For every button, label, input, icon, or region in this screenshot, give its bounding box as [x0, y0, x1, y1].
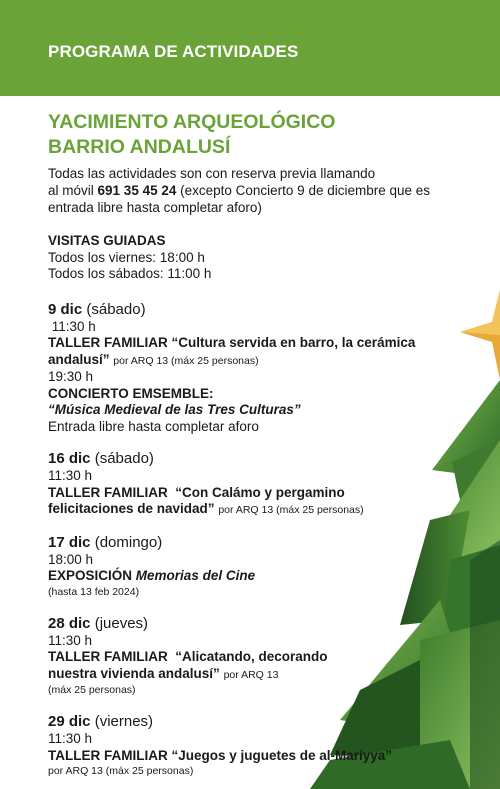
- event-workshop: [48, 649, 458, 666]
- workshop-by: por ARQ 13 (máx 25 personas): [113, 354, 259, 367]
- intro-post: (excepto Concierto 9 de diciembre que es: [180, 183, 431, 198]
- concert-label: CONCIERTO EMSEMBLE:: [48, 385, 214, 401]
- event-workshop: [48, 748, 458, 765]
- event-time: 18:00 h: [48, 551, 94, 567]
- intro-text: [48, 165, 458, 216]
- event-17-dic: [48, 533, 458, 600]
- site-title-line2: BARRIO ANDALUSÍ: [48, 136, 231, 158]
- intro-pre: al móvil: [48, 183, 94, 198]
- event-exhibition: [48, 568, 458, 585]
- event-workshop-line2: [48, 501, 458, 519]
- workshop-title-b: andalusí”: [48, 351, 110, 367]
- event-16-dic: [48, 449, 458, 519]
- intro-line2: [48, 182, 458, 199]
- concert-note: Entrada libre hasta completar aforo: [48, 418, 259, 434]
- workshop-title-a: “Con Calámo y pergamino: [167, 484, 345, 500]
- phone-number: 691 35 45 24: [97, 183, 177, 198]
- event-workshop-line2: [48, 352, 458, 370]
- event-29-dic: [48, 712, 458, 779]
- event-date: [48, 533, 458, 552]
- event-day: 16 dic: [48, 450, 91, 467]
- event-weekday: (viernes): [94, 713, 154, 730]
- site-title: [48, 110, 458, 160]
- header-title: PROGRAMA DE ACTIVIDADES: [48, 42, 299, 61]
- event-workshop: [48, 335, 458, 352]
- workshop-label: TALLER FAMILIAR: [48, 335, 168, 350]
- event-date: [48, 449, 458, 468]
- event-28-dic: [48, 614, 458, 699]
- workshop-title-b: nuestra vivienda andalusí”: [48, 665, 220, 681]
- visits-section: [48, 233, 458, 283]
- workshop-note: (máx 25 personas): [48, 684, 136, 696]
- workshop-title-a: “Cultura servida en barro, la cerámica: [167, 335, 416, 350]
- event-9-dic: [48, 300, 458, 436]
- event-time-2: 19:30 h: [48, 369, 94, 384]
- site-title-line1: YACIMIENTO ARQUEOLÓGICO: [48, 111, 336, 133]
- event-time: 11:30 h: [48, 468, 93, 483]
- event-time: 11:30 h: [48, 632, 93, 648]
- event-date: [48, 712, 458, 731]
- intro-line1: Todas las actividades son con reserva previa llamando: [48, 166, 376, 181]
- workshop-title: “Juegos y juguetes de al-Mariyya”: [167, 747, 393, 763]
- workshop-label: TALLER FAMILIAR: [48, 484, 168, 500]
- workshop-title-b: felicitaciones de navidad”: [48, 501, 215, 516]
- event-day: 9 dic: [48, 300, 83, 318]
- event-time: 11:30 h: [48, 731, 93, 746]
- event-time: 11:30 h: [48, 318, 96, 334]
- exhibition-title: Memorias del Cine: [135, 568, 256, 583]
- exhibition-label: EXPOSICIÓN: [48, 568, 133, 583]
- workshop-by: por ARQ 13: [223, 668, 279, 681]
- workshop-by: por ARQ 13 (máx 25 personas): [48, 765, 194, 777]
- event-day: 17 dic: [48, 533, 91, 551]
- visits-line1: Todos los viernes: 18:00 h: [48, 249, 205, 265]
- intro-line3: entrada libre hasta completar aforo): [48, 200, 262, 215]
- event-workshop: [48, 485, 458, 502]
- exhibition-note: (hasta 13 feb 2024): [48, 585, 140, 598]
- event-weekday: (domingo): [94, 533, 163, 551]
- event-weekday: (jueves): [94, 614, 149, 632]
- event-workshop-line2: [48, 666, 458, 684]
- event-day: 29 dic: [48, 713, 91, 730]
- event-weekday: (sábado): [94, 450, 154, 467]
- content: [48, 110, 458, 779]
- event-date: [48, 300, 458, 319]
- event-weekday: (sábado): [86, 300, 146, 318]
- workshop-label: TALLER FAMILIAR: [48, 747, 168, 763]
- concert-title: “Música Medieval de las Tres Culturas”: [48, 402, 301, 417]
- event-date: [48, 614, 458, 633]
- workshop-by: por ARQ 13 (máx 25 personas): [218, 504, 364, 516]
- visits-line2: Todos los sábados: 11:00 h: [48, 266, 212, 281]
- visits-heading: VISITAS GUIADAS: [48, 233, 166, 248]
- event-day: 28 dic: [48, 614, 91, 632]
- workshop-label: TALLER FAMILIAR: [48, 649, 168, 664]
- workshop-title-a: “Alicatando, decorando: [167, 649, 328, 664]
